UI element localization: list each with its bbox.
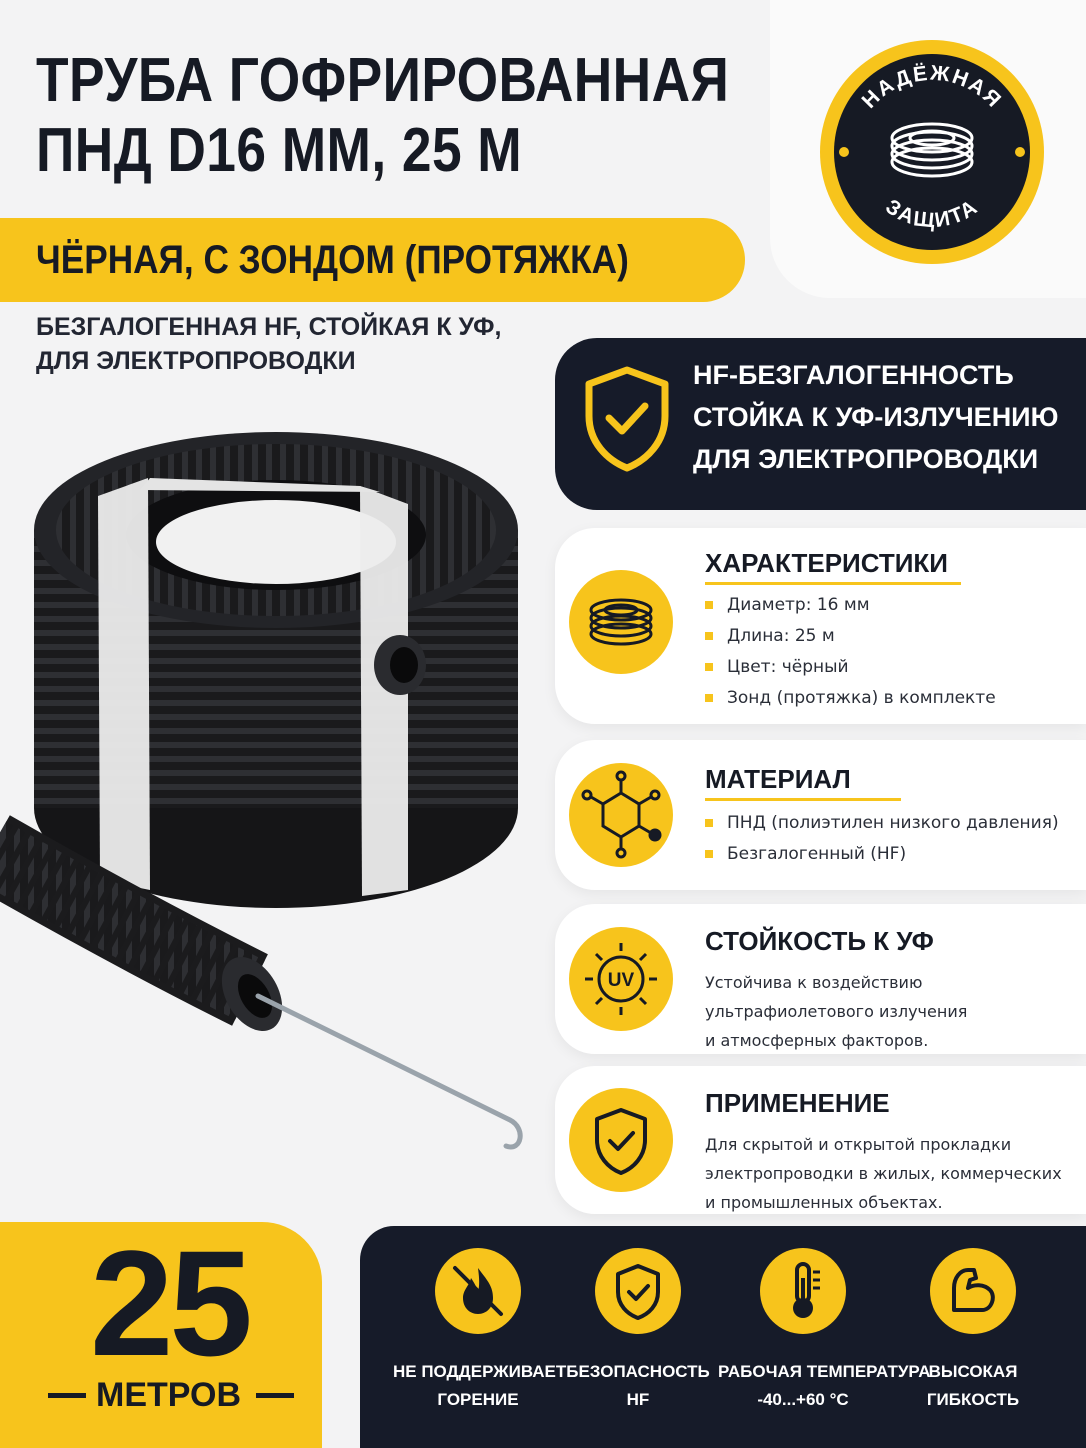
- uv-sun-icon: [569, 927, 673, 1031]
- no-fire-icon-circle: [435, 1248, 521, 1334]
- feature-label: РАБОЧАЯ ТЕМПЕРАТУРА -40...+60 °C: [718, 1362, 931, 1409]
- coil-icon-circle: [569, 570, 673, 674]
- meters-line-right: [256, 1393, 294, 1398]
- molecule-icon-circle: [569, 763, 673, 867]
- highlight-2: СТОЙКА К УФ-ИЗЛУЧЕНИЮ: [693, 402, 1059, 432]
- uv-icon-text: UV: [607, 970, 635, 991]
- badge-top-text: НАДЁЖНАЯ: [857, 61, 1007, 113]
- spec-length: Длина: 25 м: [705, 621, 996, 652]
- uv-card: [555, 904, 1086, 1054]
- spec-color: Цвет: чёрный: [705, 652, 996, 683]
- flex-arm-icon: [930, 1248, 1016, 1334]
- feature-label: НЕ ПОДДЕРЖИВАЕТ ГОРЕНИЕ: [393, 1362, 567, 1409]
- usage-text: [705, 1130, 1062, 1217]
- ribbon-text: ЧЁРНАЯ, С ЗОНДОМ (ПРОТЯЖКА): [36, 238, 629, 282]
- feature-flexibility: [888, 1248, 1058, 1414]
- uv-text-line-1: Устойчива к воздействию: [705, 973, 923, 992]
- feature-no-fire: [393, 1248, 567, 1414]
- material-item-1: ПНД (полиэтилен низкого давления): [705, 808, 1059, 839]
- uv-text-line-2: ультрафиолетового излучения: [705, 1002, 968, 1021]
- feature-safety: [553, 1248, 723, 1414]
- material-card: [555, 740, 1086, 890]
- thermometer-icon: [760, 1248, 846, 1334]
- material-item-2: Безгалогенный (HF): [705, 839, 1059, 870]
- highlight-3: ДЛЯ ЭЛЕКТРОПРОВОДКИ: [693, 444, 1039, 474]
- subtitle-line-1: БЕЗГАЛОГЕННАЯ HF, СТОЙКАЯ К УФ,: [36, 313, 502, 341]
- shield-check-icon: [569, 1088, 673, 1192]
- usage-text-line-2: электропроводки в жилых, коммерческих: [705, 1164, 1062, 1183]
- uv-icon-circle: [569, 927, 673, 1031]
- thermometer-icon-circle: [760, 1248, 846, 1334]
- specs-card: [555, 528, 1086, 724]
- feature-temperature: [718, 1248, 931, 1414]
- spec-probe: Зонд (протяжка) в комплекте: [705, 683, 996, 714]
- length-number: 25: [90, 1219, 249, 1387]
- meters-line-left: [48, 1393, 86, 1398]
- color-ribbon: [0, 218, 745, 302]
- material-title: МАТЕРИАЛ: [705, 764, 851, 794]
- spec-diameter: Диаметр: 16 мм: [705, 590, 996, 621]
- usage-text-line-3: и промышленных объектах.: [705, 1193, 943, 1212]
- shield-check-icon-circle: [595, 1248, 681, 1334]
- svg-text:ЗАЩИТА: [881, 195, 982, 233]
- feature-label: БЕЗОПАСНОСТЬ HF: [566, 1362, 710, 1409]
- shield-icon-circle: [569, 1088, 673, 1192]
- material-list: [705, 808, 1059, 870]
- specs-title: ХАРАКТЕРИСТИКИ: [705, 548, 948, 578]
- coil-icon: [569, 570, 673, 674]
- uv-text-line-3: и атмосферных факторов.: [705, 1031, 929, 1050]
- highlights-card: [555, 338, 1086, 510]
- feature-label: ВЫСОКАЯ ГИБКОСТЬ: [926, 1362, 1020, 1409]
- material-underline: [705, 798, 901, 801]
- specs-list: [705, 590, 996, 714]
- subtitle: [36, 310, 501, 378]
- page-title: [36, 46, 730, 186]
- shield-check-icon: [595, 1248, 681, 1334]
- uv-text: [705, 968, 967, 1055]
- badge-text-ring: [820, 40, 1044, 264]
- flex-arm-icon-circle: [930, 1248, 1016, 1334]
- uv-title: СТОЙКОСТЬ К УФ: [705, 926, 934, 956]
- highlight-1: HF-БЕЗГАЛОГЕННОСТЬ: [693, 360, 1014, 390]
- length-unit: МЕТРОВ: [96, 1376, 241, 1414]
- title-line-1: ТРУБА ГОФРИРОВАННАЯ: [36, 46, 730, 115]
- title-line-2: ПНД D16 ММ, 25 М: [36, 116, 523, 185]
- usage-card: [555, 1066, 1086, 1214]
- molecule-icon: [569, 763, 673, 867]
- specs-underline: [705, 582, 961, 585]
- no-fire-icon: [435, 1248, 521, 1334]
- badge-bottom-text: ЗАЩИТА: [881, 194, 983, 233]
- usage-text-line-1: Для скрытой и открытой прокладки: [705, 1135, 1012, 1154]
- shield-check-icon: [581, 364, 673, 474]
- coil-icon: [892, 124, 972, 176]
- subtitle-line-2: ДЛЯ ЭЛЕКТРОПРОВОДКИ: [36, 347, 356, 375]
- usage-title: ПРИМЕНЕНИЕ: [705, 1088, 890, 1118]
- product-image: [0, 420, 550, 1180]
- svg-text:НАДЁЖНАЯ: [858, 61, 1007, 113]
